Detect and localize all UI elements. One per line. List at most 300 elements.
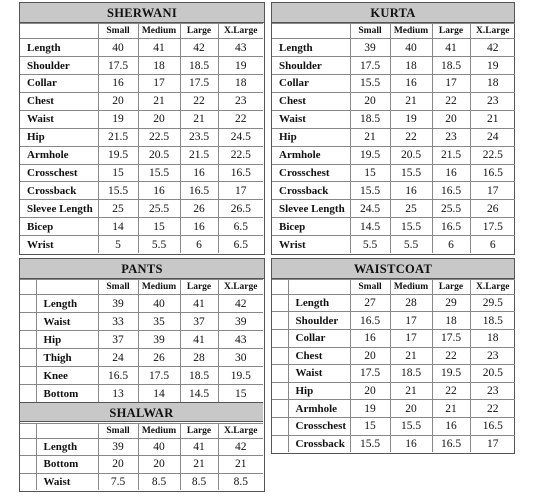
size-value: 16.5 [432, 182, 470, 200]
size-value: 15.5 [138, 164, 180, 182]
measurement-label: Armhole [20, 146, 98, 164]
measurement-label: Length [36, 295, 98, 313]
table-row [272, 330, 515, 348]
size-value: 7.5 [98, 473, 138, 490]
kurta-panel [271, 2, 515, 255]
size-value: 26 [470, 200, 515, 218]
size-value: 16.5 [470, 164, 515, 182]
spacer-cell [20, 438, 36, 455]
size-value: 20 [138, 110, 180, 128]
size-value: 6.5 [218, 218, 263, 236]
size-value: 37 [180, 313, 218, 331]
measurement-label: Hip [20, 128, 98, 146]
spacer-cell [272, 294, 288, 312]
size-value: 21 [390, 347, 432, 365]
size-value: 22.5 [138, 128, 180, 146]
size-value: 15 [138, 218, 180, 236]
size-value: 16 [390, 74, 432, 92]
size-value: 28 [180, 349, 218, 367]
table-row [272, 110, 515, 128]
spacer-cell [272, 347, 288, 365]
size-value: 15.5 [390, 417, 432, 435]
measurement-label: Crossback [272, 182, 350, 200]
size-value: 17.5 [432, 330, 470, 348]
size-value: 16 [432, 164, 470, 182]
size-value: 40 [390, 39, 432, 57]
size-value: 18 [218, 74, 263, 92]
measurement-label: Armhole [288, 400, 350, 418]
corner-cell [272, 24, 350, 39]
size-value: 16.5 [470, 417, 515, 435]
size-value: 23 [470, 382, 515, 400]
measurement-label: Thigh [36, 349, 98, 367]
size-value: 25.5 [432, 200, 470, 218]
size-value: 21 [432, 400, 470, 418]
table-row [20, 456, 263, 473]
size-value: 15.5 [350, 182, 390, 200]
size-value: 42 [218, 438, 263, 455]
measurement-label: Bicep [20, 218, 98, 236]
size-value: 22 [218, 110, 263, 128]
measurement-label: Hip [288, 382, 350, 400]
size-value: 33 [98, 313, 138, 331]
table-row [20, 236, 263, 253]
size-value: 23.5 [180, 128, 218, 146]
column-header: Large [180, 24, 218, 39]
size-value: 21 [390, 382, 432, 400]
sherwani-panel [19, 2, 265, 255]
size-value: 21.5 [432, 146, 470, 164]
spacer-cell [20, 331, 36, 349]
size-value: 18 [470, 74, 515, 92]
size-value: 6 [432, 236, 470, 253]
column-header: Large [432, 24, 470, 39]
measurement-label: Shoulder [288, 312, 350, 330]
pants-title: PANTS [20, 259, 264, 279]
size-value: 17 [470, 435, 515, 452]
table-row [272, 128, 515, 146]
size-value: 21.5 [98, 128, 138, 146]
size-value: 41 [180, 295, 218, 313]
spacer-cell [20, 456, 36, 473]
size-value: 16 [138, 182, 180, 200]
size-value: 20 [350, 92, 390, 110]
size-value: 40 [138, 438, 180, 455]
table-row [272, 92, 515, 110]
column-header: X.Large [470, 24, 515, 39]
size-value: 22 [470, 400, 515, 418]
size-value: 26 [138, 349, 180, 367]
size-value: 39 [98, 295, 138, 313]
table-row [20, 74, 263, 92]
measurement-label: Chest [272, 92, 350, 110]
size-value: 19 [470, 57, 515, 75]
size-value: 15 [218, 385, 263, 402]
table-row [272, 74, 515, 92]
measurement-label: Hip [272, 128, 350, 146]
table-row [20, 331, 263, 349]
size-value: 20 [350, 347, 390, 365]
size-value: 24 [470, 128, 515, 146]
measurement-label: Waist [20, 110, 98, 128]
measurement-label: Wrist [272, 236, 350, 253]
size-value: 30 [218, 349, 263, 367]
size-value: 25 [390, 200, 432, 218]
column-header: Large [180, 424, 218, 439]
measurement-label: Armhole [272, 146, 350, 164]
table-row [20, 92, 263, 110]
spacer-cell [20, 313, 36, 331]
size-value: 16 [180, 218, 218, 236]
spacer-cell [272, 365, 288, 383]
table-row [20, 182, 263, 200]
measurement-label: Slevee Length [272, 200, 350, 218]
table-row [272, 365, 515, 383]
size-value: 17 [390, 312, 432, 330]
size-value: 21 [138, 92, 180, 110]
size-value: 42 [470, 39, 515, 57]
size-value: 39 [350, 39, 390, 57]
size-value: 23 [218, 92, 263, 110]
measurement-label: Shoulder [20, 57, 98, 75]
size-value: 22 [432, 92, 470, 110]
measurement-label: Waist [288, 365, 350, 383]
size-value: 20 [432, 110, 470, 128]
size-value: 16 [350, 330, 390, 348]
size-value: 25 [98, 200, 138, 218]
size-value: 16.5 [98, 367, 138, 385]
measurement-label: Crossback [288, 435, 350, 452]
size-value: 21 [390, 92, 432, 110]
table-row [20, 367, 263, 385]
size-value: 16 [390, 182, 432, 200]
size-value: 5.5 [138, 236, 180, 253]
spacer-cell [272, 382, 288, 400]
size-value: 41 [138, 39, 180, 57]
size-value: 15 [350, 417, 390, 435]
column-header: Medium [138, 280, 180, 295]
spacer-cell [20, 385, 36, 402]
size-value: 20.5 [470, 365, 515, 383]
table-row [20, 39, 263, 57]
size-value: 43 [218, 331, 263, 349]
measurement-label: Bicep [272, 218, 350, 236]
measurement-label: Waist [36, 473, 98, 490]
size-value: 20 [138, 456, 180, 473]
column-header: Large [432, 280, 470, 295]
measurement-label: Hip [36, 331, 98, 349]
size-value: 15.5 [350, 74, 390, 92]
size-value: 14.5 [180, 385, 218, 402]
size-value: 16.5 [432, 435, 470, 452]
table-row [20, 128, 263, 146]
size-value: 40 [98, 39, 138, 57]
size-value: 21 [350, 128, 390, 146]
size-value: 19 [390, 110, 432, 128]
size-value: 18 [432, 312, 470, 330]
size-value: 17.5 [138, 367, 180, 385]
measurement-label: Wrist [20, 236, 98, 253]
size-value: 14 [98, 218, 138, 236]
spacer-cell [272, 280, 288, 295]
table-row [272, 435, 515, 452]
table-row [20, 313, 263, 331]
measurement-label: Crossback [20, 182, 98, 200]
measurement-label: Chest [20, 92, 98, 110]
size-value: 16.5 [432, 218, 470, 236]
spacer-cell [20, 424, 36, 439]
column-header: X.Large [218, 24, 263, 39]
table-row [272, 236, 515, 253]
table-row [20, 295, 263, 313]
size-value: 17 [432, 74, 470, 92]
measurement-label: Bottom [36, 385, 98, 402]
column-header: Small [98, 280, 138, 295]
size-value: 40 [138, 295, 180, 313]
measurement-label: Length [36, 438, 98, 455]
size-value: 17.5 [350, 365, 390, 383]
spacer-cell [20, 473, 36, 490]
kurta-size-table [272, 23, 515, 253]
size-value: 24 [98, 349, 138, 367]
sherwani-header-row [20, 24, 263, 39]
size-value: 18.5 [390, 365, 432, 383]
table-row [20, 438, 263, 455]
measurement-label: Collar [288, 330, 350, 348]
size-value: 18.5 [180, 367, 218, 385]
spacer-cell [272, 435, 288, 452]
size-value: 15.5 [98, 182, 138, 200]
spacer-cell [272, 330, 288, 348]
size-value: 17 [470, 182, 515, 200]
spacer-cell [20, 280, 36, 295]
spacer-cell [20, 295, 36, 313]
size-value: 15 [350, 164, 390, 182]
table-row [20, 146, 263, 164]
size-value: 16 [390, 435, 432, 452]
table-row [272, 294, 515, 312]
measurement-label: Length [20, 39, 98, 57]
size-value: 21.5 [180, 146, 218, 164]
kurta-header-row [272, 24, 515, 39]
size-value: 18 [470, 330, 515, 348]
size-value: 41 [432, 39, 470, 57]
size-value: 5 [98, 236, 138, 253]
size-value: 16 [180, 164, 218, 182]
table-row [272, 164, 515, 182]
measurement-label: Knee [36, 367, 98, 385]
column-header: X.Large [470, 280, 515, 295]
size-value: 8.5 [180, 473, 218, 490]
measurement-label: Waist [36, 313, 98, 331]
table-row [272, 200, 515, 218]
size-value: 19 [218, 57, 263, 75]
waistcoat-header-row [272, 280, 515, 295]
size-value: 18.5 [350, 110, 390, 128]
size-value: 22 [390, 128, 432, 146]
size-value: 24.5 [350, 200, 390, 218]
size-value: 19 [350, 400, 390, 418]
size-value: 17 [390, 330, 432, 348]
size-value: 29 [432, 294, 470, 312]
size-value: 16 [98, 74, 138, 92]
table-row [272, 382, 515, 400]
measurement-label: Collar [20, 74, 98, 92]
measurement-label: Crosschest [288, 417, 350, 435]
size-value: 22.5 [470, 146, 515, 164]
size-value: 20 [98, 456, 138, 473]
size-value: 26 [180, 200, 218, 218]
size-value: 17.5 [350, 57, 390, 75]
column-header: Medium [390, 280, 432, 295]
spacer-cell [272, 400, 288, 418]
size-value: 20.5 [390, 146, 432, 164]
size-value: 20.5 [138, 146, 180, 164]
size-value: 25.5 [138, 200, 180, 218]
table-row [272, 57, 515, 75]
size-value: 20 [390, 400, 432, 418]
size-value: 6 [470, 236, 515, 253]
size-value: 18.5 [470, 312, 515, 330]
size-value: 19 [98, 110, 138, 128]
table-row [20, 57, 263, 75]
size-value: 21 [180, 456, 218, 473]
column-header: Small [98, 424, 138, 439]
size-value: 5.5 [350, 236, 390, 253]
size-value: 8.5 [218, 473, 263, 490]
table-row [272, 312, 515, 330]
size-value: 21 [218, 456, 263, 473]
size-value: 21 [470, 110, 515, 128]
size-value: 18 [390, 57, 432, 75]
column-header: Large [180, 280, 218, 295]
size-value: 42 [218, 295, 263, 313]
table-row [20, 218, 263, 236]
size-value: 18 [138, 57, 180, 75]
size-value: 15.5 [390, 164, 432, 182]
size-value: 6.5 [218, 236, 263, 253]
measurement-label: Length [272, 39, 350, 57]
size-value: 39 [138, 331, 180, 349]
size-value: 23 [470, 92, 515, 110]
size-value: 21 [180, 110, 218, 128]
size-value: 6 [180, 236, 218, 253]
size-value: 13 [98, 385, 138, 402]
size-value: 8.5 [138, 473, 180, 490]
measurement-label: Chest [288, 347, 350, 365]
size-value: 20 [98, 92, 138, 110]
size-value: 22 [180, 92, 218, 110]
corner-cell [20, 24, 98, 39]
table-row [20, 200, 263, 218]
size-value: 43 [218, 39, 263, 57]
waistcoat-size-table [272, 279, 515, 452]
table-row [20, 349, 263, 367]
column-header: X.Large [218, 280, 263, 295]
measurement-label: Crosschest [272, 164, 350, 182]
table-row [20, 110, 263, 128]
column-header: Small [98, 24, 138, 39]
pants-header-row [20, 280, 263, 295]
size-value: 23 [432, 128, 470, 146]
table-row [20, 164, 263, 182]
size-value: 17 [218, 182, 263, 200]
size-value: 24.5 [218, 128, 263, 146]
size-value: 5.5 [390, 236, 432, 253]
shalwar-header-row [20, 424, 263, 439]
sherwani-size-table [20, 23, 263, 253]
shalwar-title: SHALWAR [20, 402, 263, 422]
size-value: 35 [138, 313, 180, 331]
size-value: 42 [180, 39, 218, 57]
size-value: 15 [98, 164, 138, 182]
table-row [272, 218, 515, 236]
shalwar-size-table [20, 423, 263, 490]
size-value: 17.5 [98, 57, 138, 75]
size-value: 14.5 [350, 218, 390, 236]
table-row [272, 182, 515, 200]
size-value: 19.5 [350, 146, 390, 164]
measurement-label: Bottom [36, 456, 98, 473]
size-value: 17.5 [180, 74, 218, 92]
measurement-label: Crosschest [20, 164, 98, 182]
size-value: 15.5 [350, 435, 390, 452]
corner-cell [36, 280, 98, 295]
waistcoat-title: WAISTCOAT [272, 259, 514, 279]
size-value: 17 [138, 74, 180, 92]
size-value: 39 [98, 438, 138, 455]
size-value: 22 [432, 347, 470, 365]
size-value: 22 [432, 382, 470, 400]
corner-cell [36, 424, 98, 439]
table-row [272, 417, 515, 435]
column-header: Medium [138, 24, 180, 39]
table-row [20, 385, 263, 402]
size-value: 17.5 [470, 218, 515, 236]
sherwani-title: SHERWANI [20, 3, 264, 23]
size-value: 16.5 [218, 164, 263, 182]
size-value: 27 [350, 294, 390, 312]
size-value: 28 [390, 294, 432, 312]
column-header: Small [350, 24, 390, 39]
table-row [272, 146, 515, 164]
table-row [272, 400, 515, 418]
table-row [272, 39, 515, 57]
waistcoat-panel [271, 258, 515, 454]
column-header: Small [350, 280, 390, 295]
column-header: X.Large [218, 424, 263, 439]
size-value: 23 [470, 347, 515, 365]
size-value: 41 [180, 331, 218, 349]
pants-size-table [20, 279, 263, 402]
size-value: 15.5 [390, 218, 432, 236]
size-value: 16.5 [180, 182, 218, 200]
size-value: 16 [432, 417, 470, 435]
kurta-title: KURTA [272, 3, 514, 23]
size-value: 19.5 [432, 365, 470, 383]
measurement-label: Waist [272, 110, 350, 128]
pants-panel [19, 258, 265, 492]
measurement-label: Length [288, 294, 350, 312]
size-value: 18.5 [180, 57, 218, 75]
spacer-cell [272, 312, 288, 330]
size-value: 18.5 [432, 57, 470, 75]
size-value: 14 [138, 385, 180, 402]
size-value: 16.5 [350, 312, 390, 330]
size-value: 19.5 [218, 367, 263, 385]
column-header: Medium [390, 24, 432, 39]
table-row [272, 347, 515, 365]
